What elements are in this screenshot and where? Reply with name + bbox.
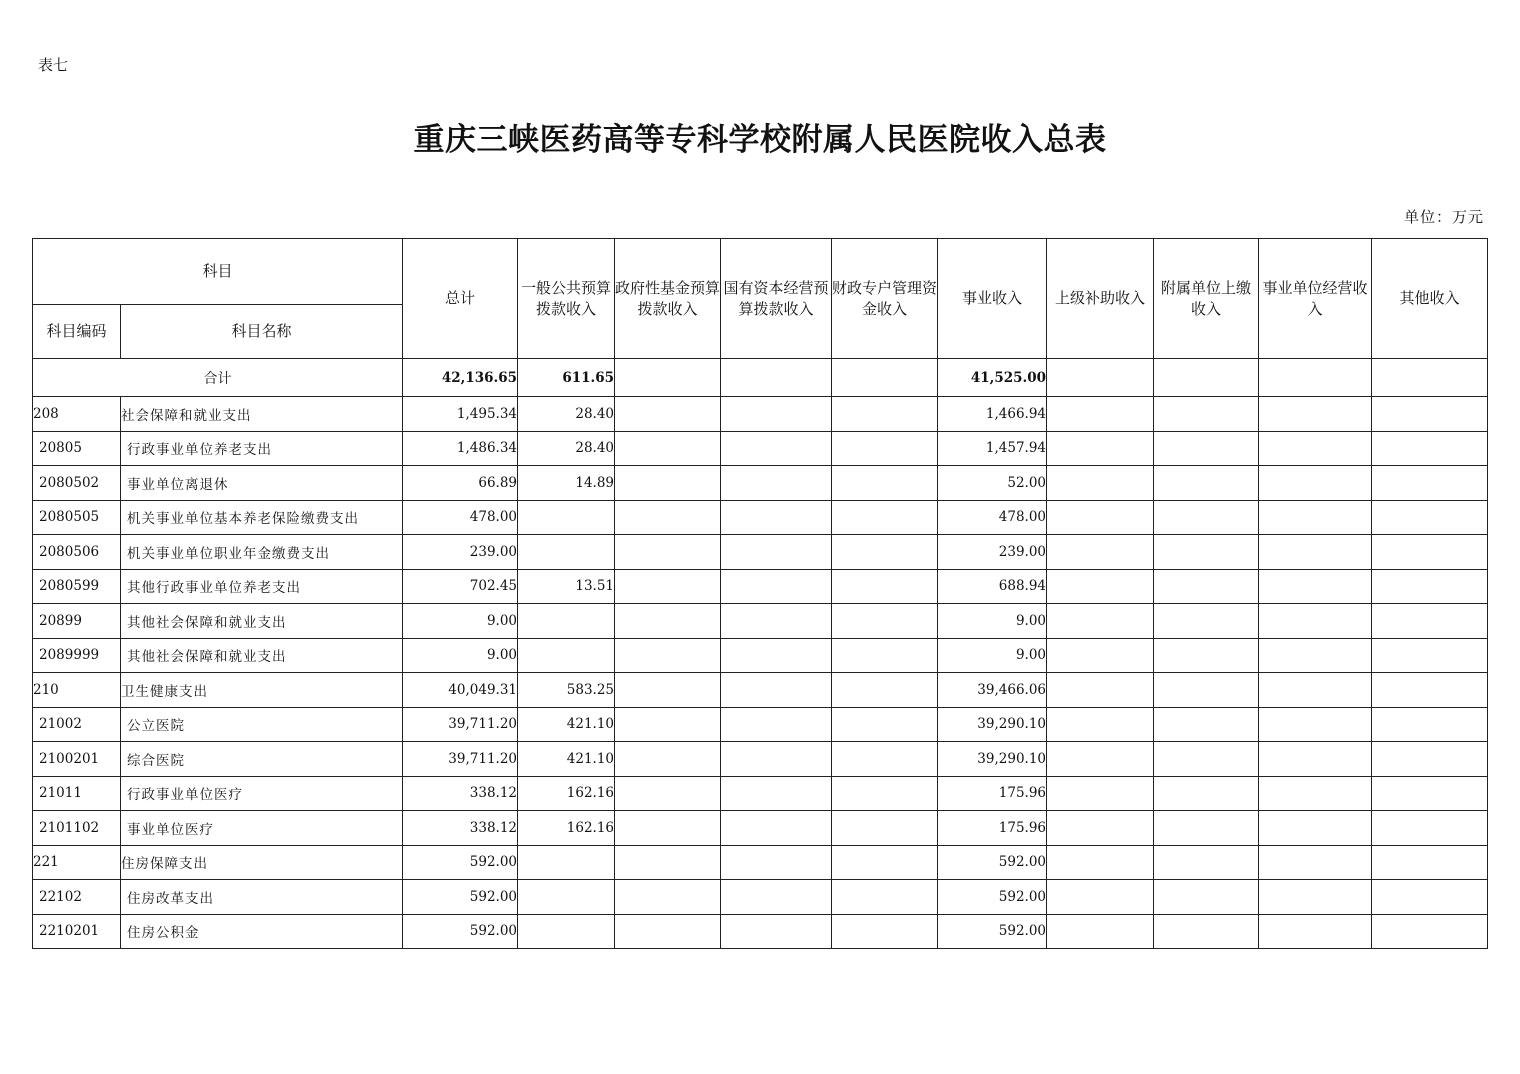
amount-cell	[1047, 431, 1154, 466]
table-row	[33, 811, 1488, 846]
amount-cell	[832, 569, 938, 604]
amount-cell	[1154, 880, 1259, 915]
amount-cell	[615, 569, 721, 604]
amount-cell: 421.10	[518, 742, 615, 777]
amount-cell: 1,486.34	[403, 431, 518, 466]
header-total: 总计	[403, 239, 518, 359]
amount-cell	[518, 845, 615, 880]
amount-cell	[1047, 569, 1154, 604]
amount-cell: 239.00	[403, 535, 518, 570]
subject-code: 2100201	[33, 742, 121, 777]
amount-cell: 583.25	[518, 673, 615, 708]
amount-cell	[1259, 431, 1372, 466]
subject-code: 21002	[33, 707, 121, 742]
amount-cell	[615, 742, 721, 777]
subject-code: 2080502	[33, 466, 121, 501]
table-row	[33, 914, 1488, 949]
subject-name: 住房改革支出	[121, 880, 403, 915]
amount-cell	[721, 569, 832, 604]
amount-cell	[721, 397, 832, 432]
amount-cell: 14.89	[518, 466, 615, 501]
subject-code: 2089999	[33, 638, 121, 673]
amount-cell	[1154, 569, 1259, 604]
amount-cell	[832, 914, 938, 949]
amount-cell	[615, 431, 721, 466]
amount-cell: 9.00	[938, 638, 1047, 673]
amount-cell	[1372, 604, 1488, 639]
total-row	[33, 359, 1488, 397]
subject-name: 其他行政事业单位养老支出	[121, 569, 403, 604]
amount-cell	[1154, 500, 1259, 535]
amount-cell	[1047, 535, 1154, 570]
amount-cell	[615, 914, 721, 949]
amount-cell	[1372, 845, 1488, 880]
amount-cell	[1154, 707, 1259, 742]
amount-cell	[1047, 604, 1154, 639]
amount-cell: 28.40	[518, 431, 615, 466]
header-name: 科目名称	[121, 305, 403, 359]
subject-name: 事业单位医疗	[121, 811, 403, 846]
subject-code: 2210201	[33, 914, 121, 949]
amount-cell: 338.12	[403, 811, 518, 846]
amount-cell	[1372, 707, 1488, 742]
amount-cell	[1259, 707, 1372, 742]
amount-cell	[721, 880, 832, 915]
header-subject-group: 科目	[33, 239, 403, 305]
subject-code: 22102	[33, 880, 121, 915]
amount-cell	[1372, 742, 1488, 777]
amount-cell: 175.96	[938, 811, 1047, 846]
amount-cell	[721, 776, 832, 811]
total-value	[1047, 359, 1154, 397]
amount-cell: 592.00	[938, 880, 1047, 915]
amount-cell	[1259, 500, 1372, 535]
header-affiliate-income: 附属单位上缴收入	[1154, 239, 1259, 359]
amount-cell	[615, 707, 721, 742]
amount-cell	[1372, 535, 1488, 570]
table-row	[33, 604, 1488, 639]
total-value: 42,136.65	[403, 359, 518, 397]
amount-cell	[832, 500, 938, 535]
table-row	[33, 466, 1488, 501]
amount-cell	[832, 845, 938, 880]
amount-cell	[721, 535, 832, 570]
amount-cell: 9.00	[403, 604, 518, 639]
unit-label: 单位：万元	[1403, 208, 1484, 226]
amount-cell: 688.94	[938, 569, 1047, 604]
table-row	[33, 880, 1488, 915]
subject-name: 住房公积金	[121, 914, 403, 949]
amount-cell	[1047, 500, 1154, 535]
amount-cell: 13.51	[518, 569, 615, 604]
amount-cell: 39,711.20	[403, 742, 518, 777]
amount-cell	[832, 742, 938, 777]
subject-code: 210	[33, 673, 121, 708]
amount-cell	[832, 535, 938, 570]
table-row	[33, 397, 1488, 432]
amount-cell	[832, 811, 938, 846]
amount-cell	[721, 742, 832, 777]
amount-cell	[1259, 845, 1372, 880]
subject-code: 2101102	[33, 811, 121, 846]
amount-cell	[615, 776, 721, 811]
amount-cell	[721, 811, 832, 846]
amount-cell: 52.00	[938, 466, 1047, 501]
amount-cell: 592.00	[403, 914, 518, 949]
amount-cell	[615, 673, 721, 708]
amount-cell	[1047, 397, 1154, 432]
amount-cell: 592.00	[403, 880, 518, 915]
total-value	[615, 359, 721, 397]
amount-cell	[1259, 673, 1372, 708]
amount-cell	[1372, 466, 1488, 501]
amount-cell	[615, 638, 721, 673]
amount-cell: 162.16	[518, 776, 615, 811]
amount-cell	[615, 845, 721, 880]
header-general-budget: 一般公共预算拨款收入	[518, 239, 615, 359]
amount-cell	[615, 397, 721, 432]
amount-cell	[1154, 397, 1259, 432]
subject-name: 卫生健康支出	[121, 673, 403, 708]
subject-code: 2080506	[33, 535, 121, 570]
header-state-capital: 国有资本经营预算拨款收入	[721, 239, 832, 359]
subject-name: 住房保障支出	[121, 845, 403, 880]
amount-cell	[1259, 604, 1372, 639]
total-value: 41,525.00	[938, 359, 1047, 397]
subject-name: 机关事业单位基本养老保险缴费支出	[121, 500, 403, 535]
amount-cell	[832, 776, 938, 811]
amount-cell: 39,290.10	[938, 707, 1047, 742]
subject-name: 机关事业单位职业年金缴费支出	[121, 535, 403, 570]
amount-cell	[1372, 500, 1488, 535]
amount-cell: 9.00	[938, 604, 1047, 639]
amount-cell	[1259, 535, 1372, 570]
amount-cell	[721, 500, 832, 535]
amount-cell	[1259, 811, 1372, 846]
amount-cell	[832, 673, 938, 708]
amount-cell	[615, 535, 721, 570]
amount-cell	[1154, 742, 1259, 777]
amount-cell	[518, 914, 615, 949]
amount-cell	[1154, 535, 1259, 570]
table-row	[33, 535, 1488, 570]
amount-cell	[1259, 466, 1372, 501]
amount-cell	[1259, 776, 1372, 811]
page-title: 重庆三峡医药高等专科学校附属人民医院收入总表	[413, 122, 1107, 158]
amount-cell	[721, 673, 832, 708]
amount-cell	[1047, 880, 1154, 915]
table-row	[33, 742, 1488, 777]
amount-cell: 478.00	[938, 500, 1047, 535]
amount-cell	[721, 638, 832, 673]
amount-cell: 175.96	[938, 776, 1047, 811]
total-value	[832, 359, 938, 397]
amount-cell: 39,711.20	[403, 707, 518, 742]
table-number: 表七	[38, 56, 69, 74]
total-value	[1154, 359, 1259, 397]
amount-cell	[518, 535, 615, 570]
subject-code: 208	[33, 397, 121, 432]
amount-cell	[1372, 638, 1488, 673]
subject-name: 行政事业单位医疗	[121, 776, 403, 811]
amount-cell	[721, 604, 832, 639]
amount-cell: 592.00	[938, 914, 1047, 949]
amount-cell	[1047, 914, 1154, 949]
header-special-account: 财政专户管理资金收入	[832, 239, 938, 359]
subject-code: 221	[33, 845, 121, 880]
header-row-1	[33, 239, 1488, 305]
amount-cell	[1372, 914, 1488, 949]
amount-cell	[1047, 466, 1154, 501]
amount-cell	[518, 604, 615, 639]
header-business-income: 事业收入	[938, 239, 1047, 359]
amount-cell	[721, 845, 832, 880]
amount-cell	[615, 811, 721, 846]
amount-cell	[1047, 776, 1154, 811]
header-gov-fund: 政府性基金预算拨款收入	[615, 239, 721, 359]
total-value	[1259, 359, 1372, 397]
amount-cell: 338.12	[403, 776, 518, 811]
amount-cell: 702.45	[403, 569, 518, 604]
amount-cell	[721, 707, 832, 742]
amount-cell	[1259, 914, 1372, 949]
amount-cell: 421.10	[518, 707, 615, 742]
amount-cell: 39,290.10	[938, 742, 1047, 777]
amount-cell	[1047, 707, 1154, 742]
amount-cell	[1259, 397, 1372, 432]
table-row	[33, 707, 1488, 742]
header-other-income: 其他收入	[1372, 239, 1488, 359]
amount-cell	[1154, 604, 1259, 639]
total-value	[1372, 359, 1488, 397]
subject-code: 21011	[33, 776, 121, 811]
amount-cell	[615, 880, 721, 915]
amount-cell: 239.00	[938, 535, 1047, 570]
amount-cell: 66.89	[403, 466, 518, 501]
amount-cell	[1047, 742, 1154, 777]
subject-code: 20805	[33, 431, 121, 466]
amount-cell: 162.16	[518, 811, 615, 846]
amount-cell	[832, 397, 938, 432]
amount-cell	[832, 707, 938, 742]
subject-name: 其他社会保障和就业支出	[121, 604, 403, 639]
amount-cell	[615, 466, 721, 501]
subject-name: 公立医院	[121, 707, 403, 742]
amount-cell	[1372, 776, 1488, 811]
amount-cell	[832, 638, 938, 673]
table-row	[33, 638, 1488, 673]
amount-cell: 1,457.94	[938, 431, 1047, 466]
subject-name: 社会保障和就业支出	[121, 397, 403, 432]
amount-cell: 40,049.31	[403, 673, 518, 708]
total-value: 611.65	[518, 359, 615, 397]
amount-cell: 28.40	[518, 397, 615, 432]
amount-cell	[1372, 397, 1488, 432]
amount-cell	[615, 500, 721, 535]
table-row	[33, 431, 1488, 466]
amount-cell	[1154, 638, 1259, 673]
amount-cell	[1154, 845, 1259, 880]
amount-cell	[1047, 673, 1154, 708]
header-operating-income: 事业单位经营收入	[1259, 239, 1372, 359]
amount-cell	[1372, 431, 1488, 466]
subject-code: 2080599	[33, 569, 121, 604]
income-table	[32, 238, 1488, 949]
header-superior-subsidy: 上级补助收入	[1047, 239, 1154, 359]
amount-cell: 1,495.34	[403, 397, 518, 432]
amount-cell	[1154, 776, 1259, 811]
table-row	[33, 500, 1488, 535]
total-value	[721, 359, 832, 397]
amount-cell	[1259, 638, 1372, 673]
table-row	[33, 845, 1488, 880]
amount-cell	[1372, 569, 1488, 604]
amount-cell	[1154, 673, 1259, 708]
amount-cell	[1047, 638, 1154, 673]
amount-cell	[832, 466, 938, 501]
amount-cell	[518, 880, 615, 915]
amount-cell	[832, 604, 938, 639]
amount-cell: 592.00	[403, 845, 518, 880]
amount-cell: 9.00	[403, 638, 518, 673]
header-code: 科目编码	[33, 305, 121, 359]
table-row	[33, 569, 1488, 604]
amount-cell: 39,466.06	[938, 673, 1047, 708]
subject-name: 行政事业单位养老支出	[121, 431, 403, 466]
amount-cell	[721, 431, 832, 466]
subject-code: 2080505	[33, 500, 121, 535]
amount-cell	[1154, 914, 1259, 949]
amount-cell	[832, 880, 938, 915]
table-row	[33, 673, 1488, 708]
subject-name: 事业单位离退休	[121, 466, 403, 501]
amount-cell	[615, 604, 721, 639]
subject-name: 其他社会保障和就业支出	[121, 638, 403, 673]
amount-cell: 478.00	[403, 500, 518, 535]
amount-cell	[1259, 569, 1372, 604]
amount-cell: 1,466.94	[938, 397, 1047, 432]
amount-cell	[832, 431, 938, 466]
amount-cell	[1259, 742, 1372, 777]
amount-cell	[1372, 673, 1488, 708]
total-label: 合计	[33, 359, 403, 397]
amount-cell	[1047, 811, 1154, 846]
amount-cell	[721, 914, 832, 949]
amount-cell	[721, 466, 832, 501]
amount-cell	[1154, 431, 1259, 466]
amount-cell	[518, 638, 615, 673]
amount-cell	[1154, 466, 1259, 501]
amount-cell	[1372, 880, 1488, 915]
subject-code: 20899	[33, 604, 121, 639]
table-row	[33, 776, 1488, 811]
amount-cell	[1047, 845, 1154, 880]
amount-cell	[518, 500, 615, 535]
amount-cell: 592.00	[938, 845, 1047, 880]
amount-cell	[1154, 811, 1259, 846]
amount-cell	[1259, 880, 1372, 915]
amount-cell	[1372, 811, 1488, 846]
subject-name: 综合医院	[121, 742, 403, 777]
